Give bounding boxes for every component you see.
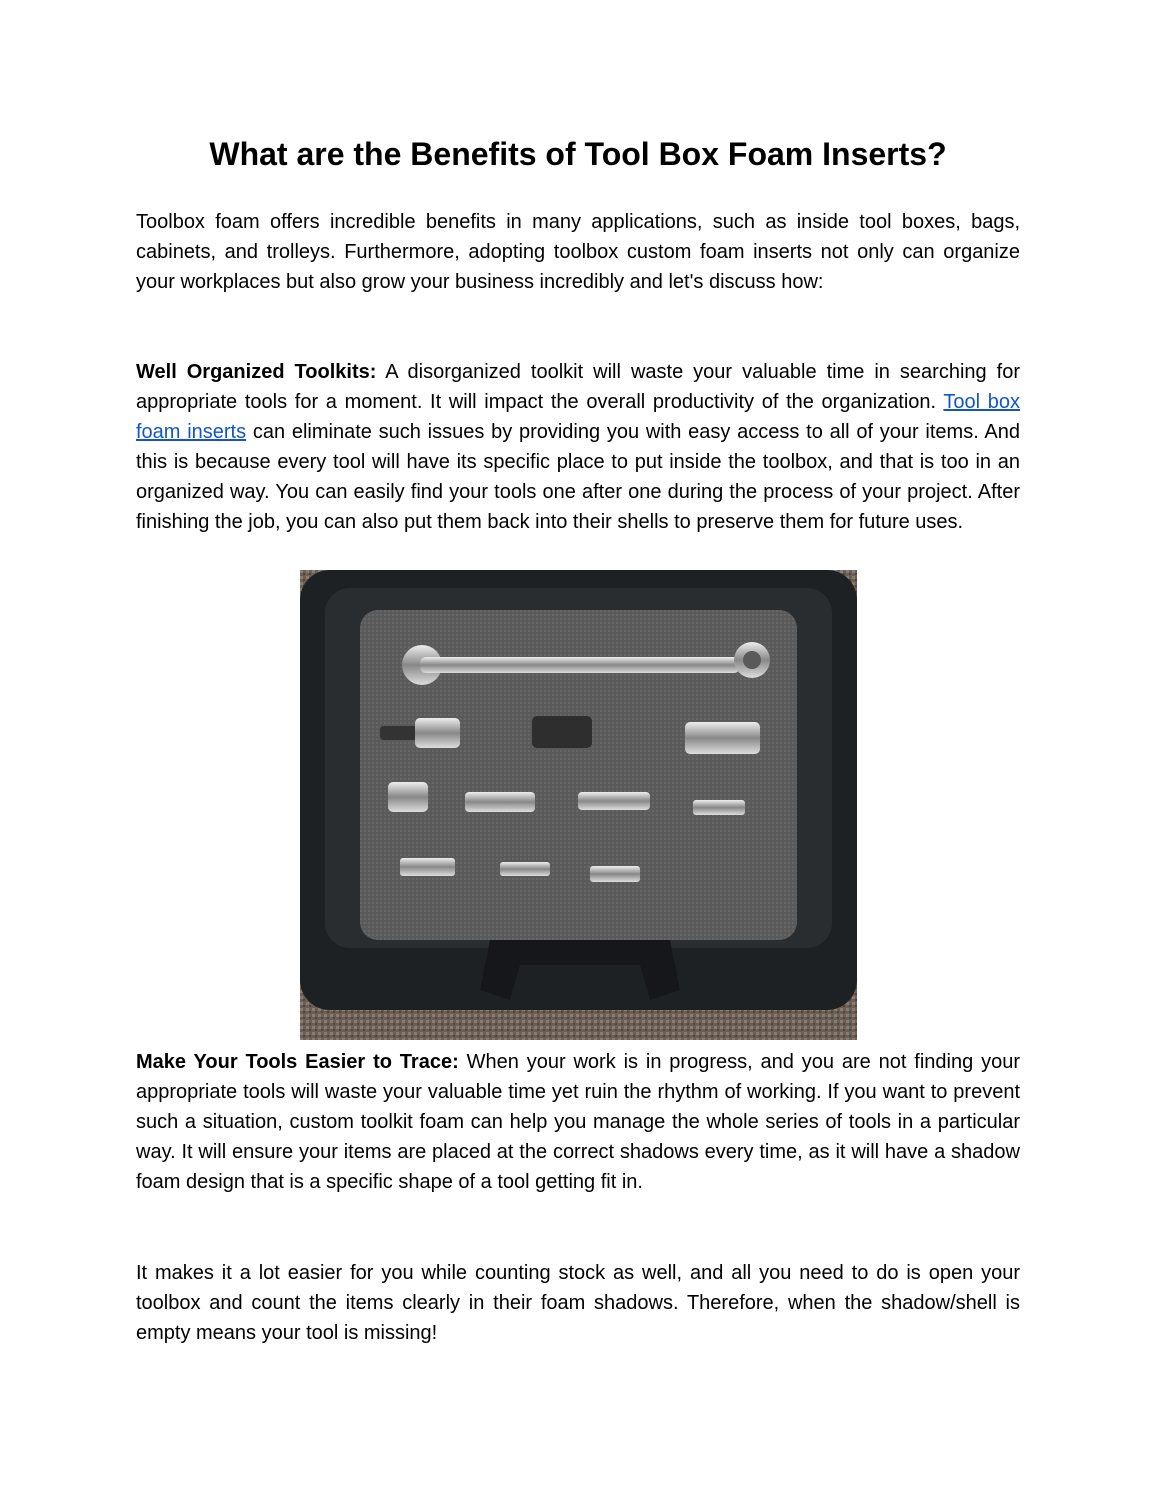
- section-text: When your work is in progress, and you are not finding your appropriate tools will waste your valuable time yet ruin the rhythm of working. If you want to prevent such a situation, custom toolkit foam can help you manage the whole series of tools in a particular way. It will ensure your items are placed at the correct shadows every time, as it will have a shadow foam design that is a specific shape of a tool getting fit in.: [136, 1051, 1020, 1193]
- page-title: What are the Benefits of Tool Box Foam Inserts?: [209, 136, 947, 172]
- section-heading: Well Organized Toolkits:: [136, 361, 377, 383]
- tool-box-foam-inserts-link[interactable]: Tool box foam inserts: [136, 391, 1020, 443]
- toolbox-foam-photo: [300, 570, 857, 1040]
- closing-paragraph: It makes it a lot easier for you while counting stock as well, and all you need to do is open your toolbox and count the items clearly in their foam shadows. Therefore, when the shadow/shell is empty means your tool is missing!: [136, 1262, 1020, 1344]
- section-easier-to-trace: [136, 1047, 1020, 1197]
- section-text: can eliminate such issues by providing you with easy access to all of your items. And this is because every tool will have its specific place to put inside the toolbox, and that is too in an organized way. You can easily find your tools one after one during the process of your project. After finishing the job, you can also put them back into their shells to preserve them for future uses.: [136, 421, 1020, 533]
- section-heading: Make Your Tools Easier to Trace:: [136, 1051, 459, 1073]
- section-well-organized: [136, 357, 1020, 537]
- section-text: A disorganized toolkit will waste your valuable time in searching for appropriate tools for a moment. It will impact the overall productivity of the organization.: [136, 361, 1020, 413]
- intro-paragraph: Toolbox foam offers incredible benefits in many applications, such as inside tool boxes, bags, cabinets, and trolleys. Furthermore, adopting toolbox custom foam inserts not only can organize your workplaces but also grow your business incredibly and let's discuss how:: [136, 211, 1020, 293]
